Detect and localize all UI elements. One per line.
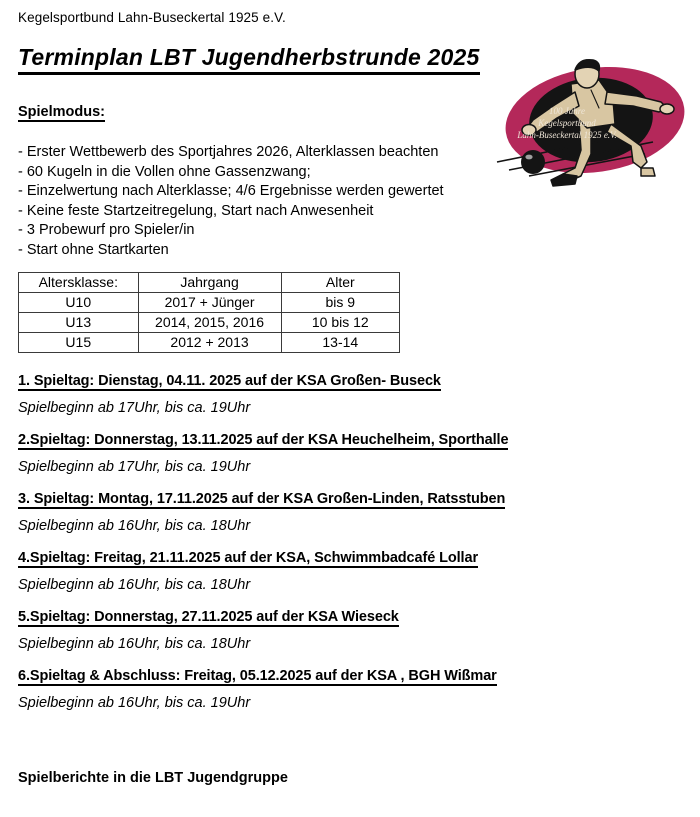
table-header-cell: Altersklasse:: [19, 273, 139, 293]
table-header-row: [19, 273, 400, 293]
spieltag-entry: [18, 549, 678, 593]
table-header-cell: Jahrgang: [138, 273, 281, 293]
spieltag-title: 3. Spieltag: Montag, 17.11.2025 auf der KSA Großen-Linden, Ratsstuben: [18, 491, 506, 507]
logo-graphic: [495, 58, 695, 193]
spieltag-entry: [18, 490, 678, 534]
spielmodus-rule-list: [18, 143, 444, 260]
logo-bowling-ball: [521, 150, 545, 174]
spieltag-time: Spielbeginn ab 16Uhr, bis ca. 19Uhr: [18, 695, 251, 711]
footer-note: Spielberichte in die LBT Jugendgruppe: [18, 770, 288, 786]
page-title: Terminplan LBT Jugendherbstrunde 2025: [18, 44, 480, 75]
spieltag-list: [18, 372, 678, 726]
spieltag-title: 4.Spieltag: Freitag, 21.11.2025 auf der KSA, Schwimmbadcafé Lollar: [18, 550, 478, 566]
table-cell: U15: [19, 333, 139, 353]
table-cell: 2017 + Jünger: [138, 293, 281, 313]
logo-script-line-1: 100 Jahre: [549, 106, 585, 116]
logo-ball-highlight: [525, 155, 532, 160]
rule-item: - Start ohne Startkarten: [18, 241, 169, 258]
spieltag-time: Spielbeginn ab 17Uhr, bis ca. 19Uhr: [18, 459, 251, 475]
rule-item: - Einzelwertung nach Alterklasse; 4/6 Ergebnisse werden gewertet: [18, 183, 444, 199]
age-class-table: [18, 272, 400, 353]
spieltag-title: 2.Spieltag: Donnerstag, 13.11.2025 auf der KSA Heuchelheim, Sporthalle: [18, 432, 509, 448]
table-cell: 13-14: [281, 333, 399, 353]
spieltag-time: Spielbeginn ab 16Uhr, bis ca. 18Uhr: [18, 577, 251, 593]
table-cell: 2012 + 2013: [138, 333, 281, 353]
spieltag-title: 6.Spieltag & Abschluss: Freitag, 05.12.2025 auf der KSA , BGH Wißmar: [18, 668, 497, 684]
table-cell: 10 bis 12: [281, 313, 399, 333]
kegelsportbund-logo: [495, 58, 695, 193]
table-cell: bis 9: [281, 293, 399, 313]
spieltag-title: 5.Spieltag: Donnerstag, 27.11.2025 auf der KSA Wieseck: [18, 609, 399, 625]
spieltag-time: Spielbeginn ab 16Uhr, bis ca. 18Uhr: [18, 636, 251, 652]
rule-item: - 3 Probewurf pro Spieler/in: [18, 222, 195, 238]
spieltag-entry: [18, 667, 678, 711]
club-name-line: Kegelsportbund Lahn-Buseckertal 1925 e.V.: [18, 10, 286, 25]
table-header-cell: Alter: [281, 273, 399, 293]
table-cell: U13: [19, 313, 139, 333]
spieltag-entry: [18, 608, 678, 652]
spieltag-time: Spielbeginn ab 17Uhr, bis ca. 19Uhr: [18, 400, 251, 416]
rule-item: - Keine feste Startzeitregelung, Start nach Anwesenheit: [18, 202, 374, 219]
spieltag-entry: [18, 431, 678, 475]
rule-item: - 60 Kugeln in die Vollen ohne Gassenzwang;: [18, 163, 311, 180]
spieltag-entry: [18, 372, 678, 416]
rule-item: - Erster Wettbewerb des Sportjahres 2026, Alterklassen beachten: [18, 144, 439, 160]
table-row: [19, 313, 400, 333]
logo-script-line-3: Lahn-Buseckertal 1925 e.V.: [517, 130, 617, 140]
table-row: [19, 293, 400, 313]
spieltag-title: 1. Spieltag: Dienstag, 04.11. 2025 auf der KSA Großen- Buseck: [18, 373, 441, 389]
table-row: [19, 333, 400, 353]
spieltag-time: Spielbeginn ab 16Uhr, bis ca. 18Uhr: [18, 518, 251, 534]
logo-script-line-2: Kegelsportbund: [538, 118, 596, 128]
spielmodus-heading: Spielmodus:: [18, 104, 106, 120]
table-cell: 2014, 2015, 2016: [138, 313, 281, 333]
table-cell: U10: [19, 293, 139, 313]
